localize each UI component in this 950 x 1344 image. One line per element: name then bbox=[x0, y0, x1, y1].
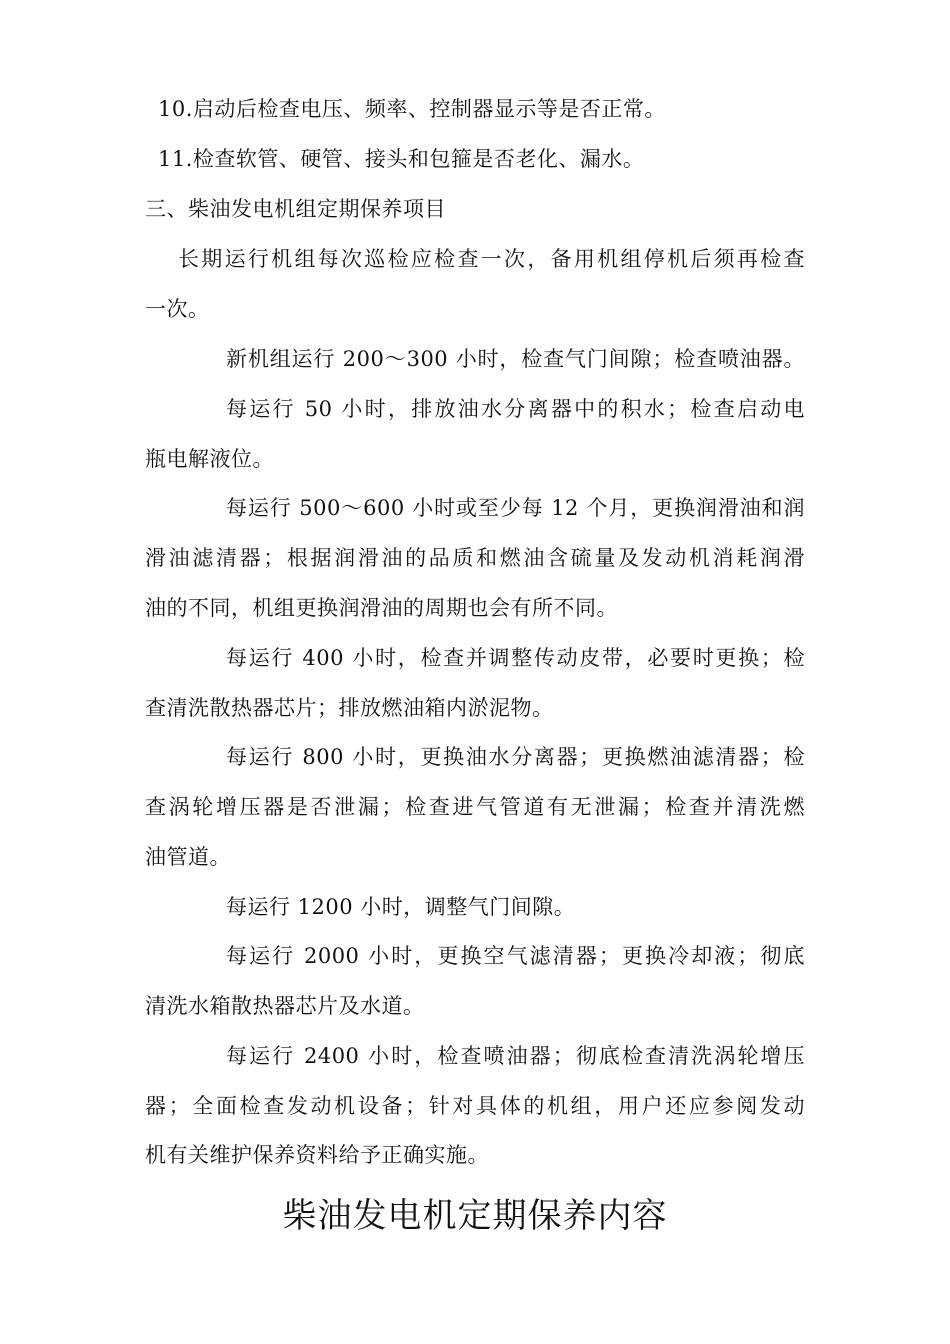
paragraph-line: 每运行 400 小时，检查并调整传动皮带，必要时更换；检 bbox=[226, 646, 805, 670]
page-title: 柴油发电机定期保养内容 bbox=[282, 1196, 668, 1236]
section-heading: 三、柴油发电机组定期保养项目 bbox=[145, 197, 446, 221]
paragraph-line: 每运行 50 小时，排放油水分离器中的积水；检查启动电 bbox=[226, 397, 805, 421]
paragraph-line: 瓶电解液位。 bbox=[145, 447, 274, 471]
paragraph-line: 清洗水箱散热器芯片及水道。 bbox=[145, 994, 425, 1018]
paragraph-line: 新机组运行 200～300 小时，检查气门间隙；检查喷油器。 bbox=[226, 347, 805, 371]
paragraph-line: 查涡轮增压器是否泄漏；检查进气管道有无泄漏；检查并清洗燃 bbox=[145, 795, 805, 819]
paragraph-line: 油管道。 bbox=[145, 845, 231, 869]
paragraph-line: 每运行 500～600 小时或至少每 12 个月，更换润滑油和润 bbox=[226, 496, 805, 520]
paragraph-line: 长期运行机组每次巡检应检查一次，备用机组停机后须再检查 bbox=[178, 247, 805, 271]
list-item-11: 11.检查软管、硬管、接头和包箍是否老化、漏水。 bbox=[158, 147, 645, 171]
paragraph-line: 每运行 800 小时，更换油水分离器；更换燃油滤清器；检 bbox=[226, 745, 805, 769]
list-item-10: 10.启动后检查电压、频率、控制器显示等是否正常。 bbox=[158, 97, 666, 121]
paragraph-line: 一次。 bbox=[145, 297, 210, 321]
paragraph-line: 每运行 2400 小时，检查喷油器；彻底检查清洗涡轮增压 bbox=[226, 1044, 805, 1068]
paragraph-line: 每运行 1200 小时，调整气门间隙。 bbox=[226, 895, 576, 919]
paragraph-line: 滑油滤清器；根据润滑油的品质和燃油含硫量及发动机消耗润滑 bbox=[145, 546, 805, 570]
paragraph-line: 机有关维护保养资料给予正确实施。 bbox=[145, 1143, 489, 1167]
paragraph-line: 器；全面检查发动机设备；针对具体的机组，用户还应参阅发动 bbox=[145, 1094, 805, 1118]
paragraph-line: 油的不同，机组更换润滑油的周期也会有所不同。 bbox=[145, 596, 618, 620]
paragraph-line: 每运行 2000 小时，更换空气滤清器；更换冷却液；彻底 bbox=[226, 944, 805, 968]
paragraph-line: 查清洗散热器芯片；排放燃油箱内淤泥物。 bbox=[145, 696, 554, 720]
